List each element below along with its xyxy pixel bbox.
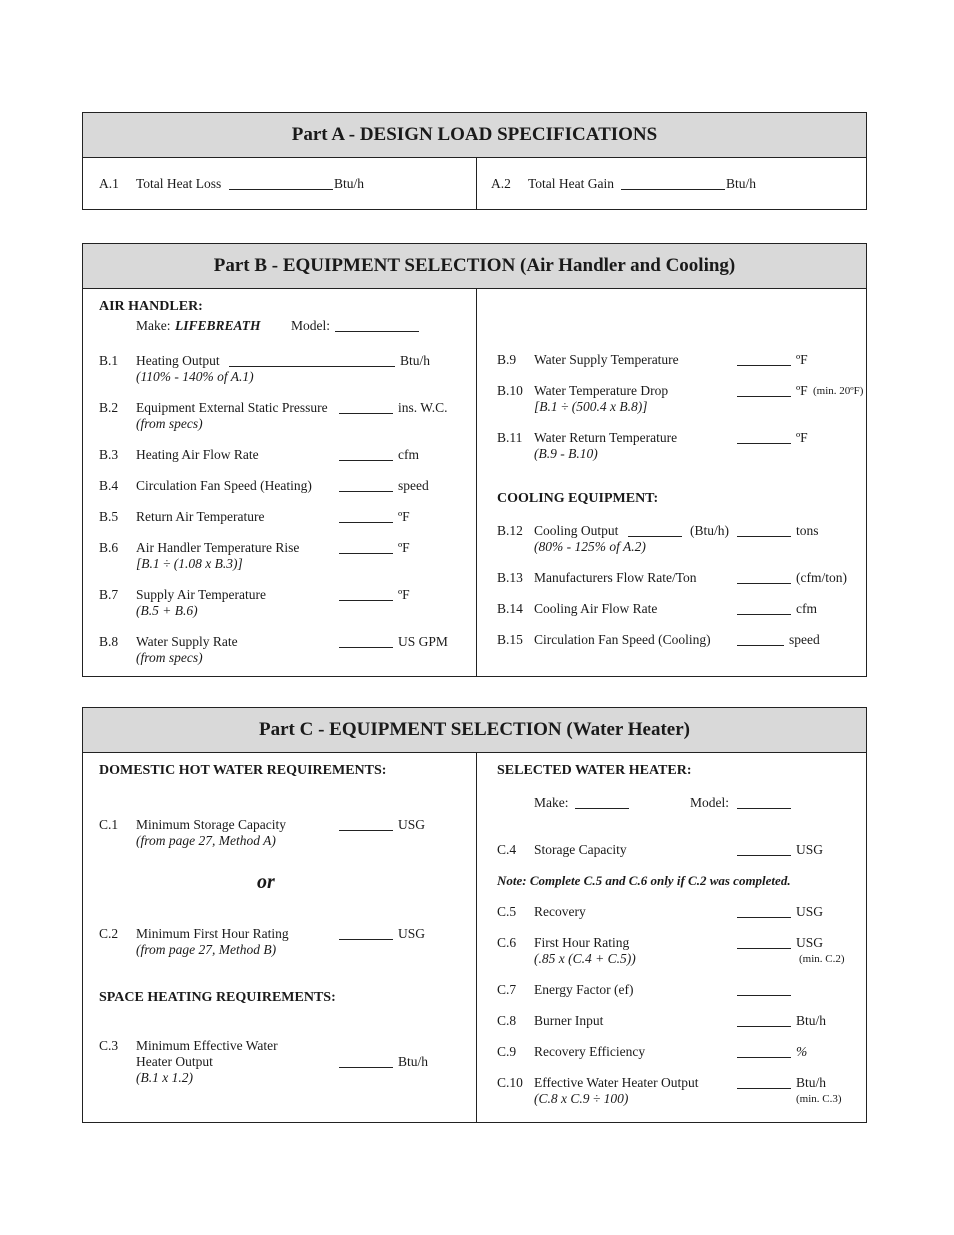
b15-label: Circulation Fan Speed (Cooling) [534, 632, 711, 647]
b1-unit: Btu/h [400, 353, 431, 368]
b1-formula: (110% - 140% of A.1) [136, 369, 254, 384]
b1-number: B.1 [99, 353, 119, 368]
b11-field[interactable] [737, 432, 791, 444]
b2-formula: (from specs) [136, 416, 203, 431]
heater-model-label: Model: [690, 795, 729, 810]
a1-field[interactable] [229, 178, 333, 190]
part-b-section [82, 243, 867, 677]
c3-unit: Btu/h [398, 1054, 429, 1069]
b14-number: B.14 [497, 601, 523, 616]
c4-unit: USG [796, 842, 824, 857]
c2-field[interactable] [339, 928, 393, 940]
b12-mid-unit: (Btu/h) [690, 523, 729, 538]
b11-label: Water Return Temperature [534, 430, 678, 445]
b2-unit: ins. W.C. [398, 400, 448, 415]
c10-number: C.10 [497, 1075, 523, 1090]
c8-unit: Btu/h [796, 1013, 827, 1028]
a2-number: A.2 [491, 176, 511, 191]
b10-label: Water Temperature Drop [534, 383, 669, 398]
b6-unit: ºF [398, 540, 410, 555]
b15-number: B.15 [497, 632, 523, 647]
part-c-section [82, 707, 867, 1123]
b10-number: B.10 [497, 383, 523, 398]
b12-tons-field[interactable] [737, 525, 791, 537]
c8-number: C.8 [497, 1013, 517, 1028]
b7-label: Supply Air Temperature [136, 587, 267, 602]
b3-unit: cfm [398, 447, 419, 462]
make-label: Make: [136, 318, 171, 333]
c3-label-line1: Minimum Effective Water [136, 1038, 278, 1053]
c10-label: Effective Water Heater Output [534, 1075, 699, 1090]
c2-number: C.2 [99, 926, 119, 941]
c9-field[interactable] [737, 1046, 791, 1058]
c3-field[interactable] [339, 1056, 393, 1068]
b10-field[interactable] [737, 385, 791, 397]
part-b-title: Part B - EQUIPMENT SELECTION (Air Handler and Cooling) [83, 244, 866, 289]
b1-field[interactable] [229, 355, 395, 367]
a2-unit: Btu/h [726, 176, 757, 191]
c7-label: Energy Factor (ef) [534, 982, 634, 997]
b14-label: Cooling Air Flow Rate [534, 601, 658, 616]
b8-field[interactable] [339, 636, 393, 648]
b5-field[interactable] [339, 511, 393, 523]
c6-unit: USG [796, 935, 824, 950]
b3-field[interactable] [339, 449, 393, 461]
c9-unit: % [796, 1044, 808, 1059]
b14-unit: cfm [796, 601, 817, 616]
a1-unit: Btu/h [334, 176, 365, 191]
cooling-heading: COOLING EQUIPMENT: [497, 491, 659, 506]
b11-number: B.11 [497, 430, 523, 445]
b9-label: Water Supply Temperature [534, 352, 679, 367]
model-label: Model: [291, 318, 330, 333]
heater-make-label: Make: [534, 795, 569, 810]
b7-unit: ºF [398, 587, 410, 602]
or-text: or [257, 871, 275, 893]
b8-formula: (from specs) [136, 650, 203, 665]
b8-number: B.8 [99, 634, 119, 649]
b5-number: B.5 [99, 509, 119, 524]
c10-unit: Btu/h [796, 1075, 827, 1090]
space-heating-heading: SPACE HEATING REQUIREMENTS: [99, 990, 336, 1005]
c4-field[interactable] [737, 844, 791, 856]
b5-label: Return Air Temperature [136, 509, 265, 524]
c4-label: Storage Capacity [534, 842, 627, 857]
b12-btuh-field[interactable] [628, 525, 682, 537]
c7-field[interactable] [737, 984, 791, 996]
c1-unit: USG [398, 817, 426, 832]
b4-unit: speed [398, 478, 429, 493]
c5-number: C.5 [497, 904, 517, 919]
part-a-section [82, 112, 867, 210]
b12-label: Cooling Output [534, 523, 619, 538]
c9-label: Recovery Efficiency [534, 1044, 646, 1059]
b13-field[interactable] [737, 572, 791, 584]
b4-label: Circulation Fan Speed (Heating) [136, 478, 312, 493]
b2-number: B.2 [99, 400, 119, 415]
b3-number: B.3 [99, 447, 119, 462]
b6-number: B.6 [99, 540, 119, 555]
b12-number: B.12 [497, 523, 523, 538]
column-divider [476, 158, 477, 210]
c6-formula: (.85 x (C.4 + C.5)) [534, 951, 636, 966]
b4-field[interactable] [339, 480, 393, 492]
c5-label: Recovery [534, 904, 586, 919]
c6-number: C.6 [497, 935, 517, 950]
b14-field[interactable] [737, 603, 791, 615]
dhw-heading: DOMESTIC HOT WATER REQUIREMENTS: [99, 763, 387, 778]
b11-unit: ºF [796, 430, 808, 445]
b13-number: B.13 [497, 570, 523, 585]
b7-number: B.7 [99, 587, 119, 602]
b10-unit: ºF [796, 383, 808, 398]
c6-label: First Hour Rating [534, 935, 630, 950]
b6-field[interactable] [339, 542, 393, 554]
b8-unit: US GPM [398, 634, 448, 649]
c10-formula: (C.8 x C.9 ÷ 100) [534, 1091, 629, 1106]
b15-unit: speed [789, 632, 820, 647]
b15-field[interactable] [737, 634, 784, 646]
part-c-title: Part C - EQUIPMENT SELECTION (Water Heater) [83, 708, 866, 753]
completion-note: Note: Complete C.5 and C.6 only if C.2 was completed. [497, 873, 791, 888]
b10-note: (min. 20ºF) [813, 385, 864, 397]
b7-field[interactable] [339, 589, 393, 601]
c10-min: (min. C.3) [796, 1093, 842, 1105]
c9-number: C.9 [497, 1044, 517, 1059]
c3-formula: (B.1 x 1.2) [136, 1070, 193, 1085]
b12-unit: tons [796, 523, 819, 538]
c5-unit: USG [796, 904, 824, 919]
b9-number: B.9 [497, 352, 517, 367]
b10-formula: [B.1 ÷ (500.4 x B.8)] [534, 399, 648, 414]
model-field[interactable] [335, 320, 419, 332]
b4-number: B.4 [99, 478, 119, 493]
c3-number: C.3 [99, 1038, 119, 1053]
c8-label: Burner Input [534, 1013, 604, 1028]
c4-number: C.4 [497, 842, 517, 857]
c1-number: C.1 [99, 817, 119, 832]
c1-field[interactable] [339, 819, 393, 831]
c6-field[interactable] [737, 937, 791, 949]
b6-label: Air Handler Temperature Rise [136, 540, 300, 555]
c7-number: C.7 [497, 982, 517, 997]
c3-label-line2: Heater Output [136, 1054, 213, 1069]
a2-label: Total Heat Gain [528, 176, 615, 191]
c2-source: (from page 27, Method B) [136, 942, 277, 957]
heater-model-field[interactable] [737, 797, 791, 809]
c1-source: (from page 27, Method A) [136, 833, 276, 848]
b5-unit: ºF [398, 509, 410, 524]
c5-field[interactable] [737, 906, 791, 918]
b2-label: Equipment External Static Pressure [136, 400, 328, 415]
b8-label: Water Supply Rate [136, 634, 238, 649]
b13-unit: (cfm/ton) [796, 570, 847, 585]
selected-heater-heading: SELECTED WATER HEATER: [497, 763, 692, 778]
b9-unit: ºF [796, 352, 808, 367]
b11-formula: (B.9 - B.10) [534, 446, 598, 461]
a1-number: A.1 [99, 176, 119, 191]
column-divider [476, 753, 477, 1123]
c1-label: Minimum Storage Capacity [136, 817, 286, 832]
part-a-title: Part A - DESIGN LOAD SPECIFICATIONS [83, 113, 866, 158]
c6-min: (min. C.2) [799, 953, 845, 965]
a2-field[interactable] [621, 178, 725, 190]
c2-label: Minimum First Hour Rating [136, 926, 289, 941]
make-value: LIFEBREATH [175, 318, 261, 333]
c2-unit: USG [398, 926, 426, 941]
c8-field[interactable] [737, 1015, 791, 1027]
b1-label: Heating Output [136, 353, 220, 368]
column-divider [476, 289, 477, 677]
b12-formula: (80% - 125% of A.2) [534, 539, 646, 554]
b3-label: Heating Air Flow Rate [136, 447, 259, 462]
b7-formula: (B.5 + B.6) [136, 603, 198, 618]
b13-label: Manufacturers Flow Rate/Ton [534, 570, 697, 585]
heater-make-field[interactable] [575, 797, 629, 809]
air-handler-heading: AIR HANDLER: [99, 299, 203, 314]
b9-field[interactable] [737, 354, 791, 366]
c10-field[interactable] [737, 1077, 791, 1089]
b2-field[interactable] [339, 402, 393, 414]
a1-label: Total Heat Loss [136, 176, 222, 191]
b6-formula: [B.1 ÷ (1.08 x B.3)] [136, 556, 243, 571]
